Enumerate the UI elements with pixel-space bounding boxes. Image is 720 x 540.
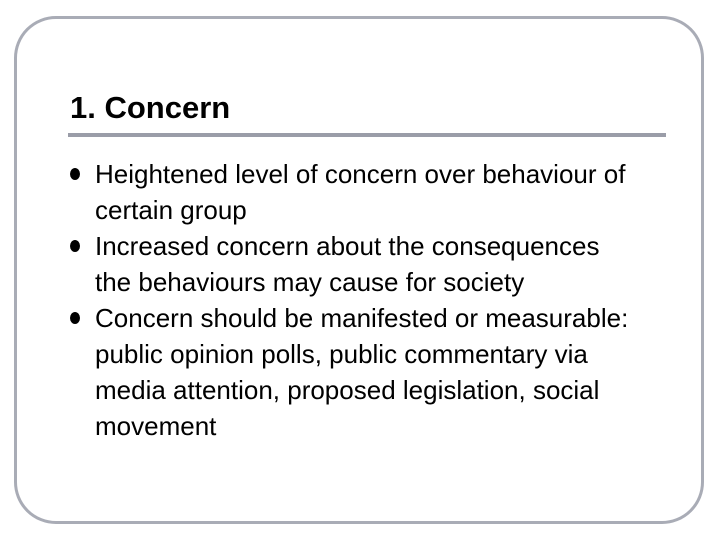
bullet-text: Concern should be manifested or measurable: public opinion polls, public commentary via media attention, proposed legislation, social movement: [95, 303, 629, 441]
bullet-item: [70, 228, 640, 300]
bullet-dot-icon: [70, 168, 80, 180]
bullet-dot-icon: [70, 312, 80, 324]
title-underline: [68, 133, 666, 137]
bullet-text: Heightened level of concern over behaviour of certain group: [95, 159, 626, 225]
bullet-item: [70, 156, 640, 228]
bullet-text: Increased concern about the consequences the behaviours may cause for society: [95, 231, 600, 297]
bullet-item: [70, 300, 640, 444]
bullet-dot-icon: [70, 240, 80, 252]
bullet-list: [70, 156, 640, 444]
slide-title: 1. Concern: [70, 90, 231, 125]
